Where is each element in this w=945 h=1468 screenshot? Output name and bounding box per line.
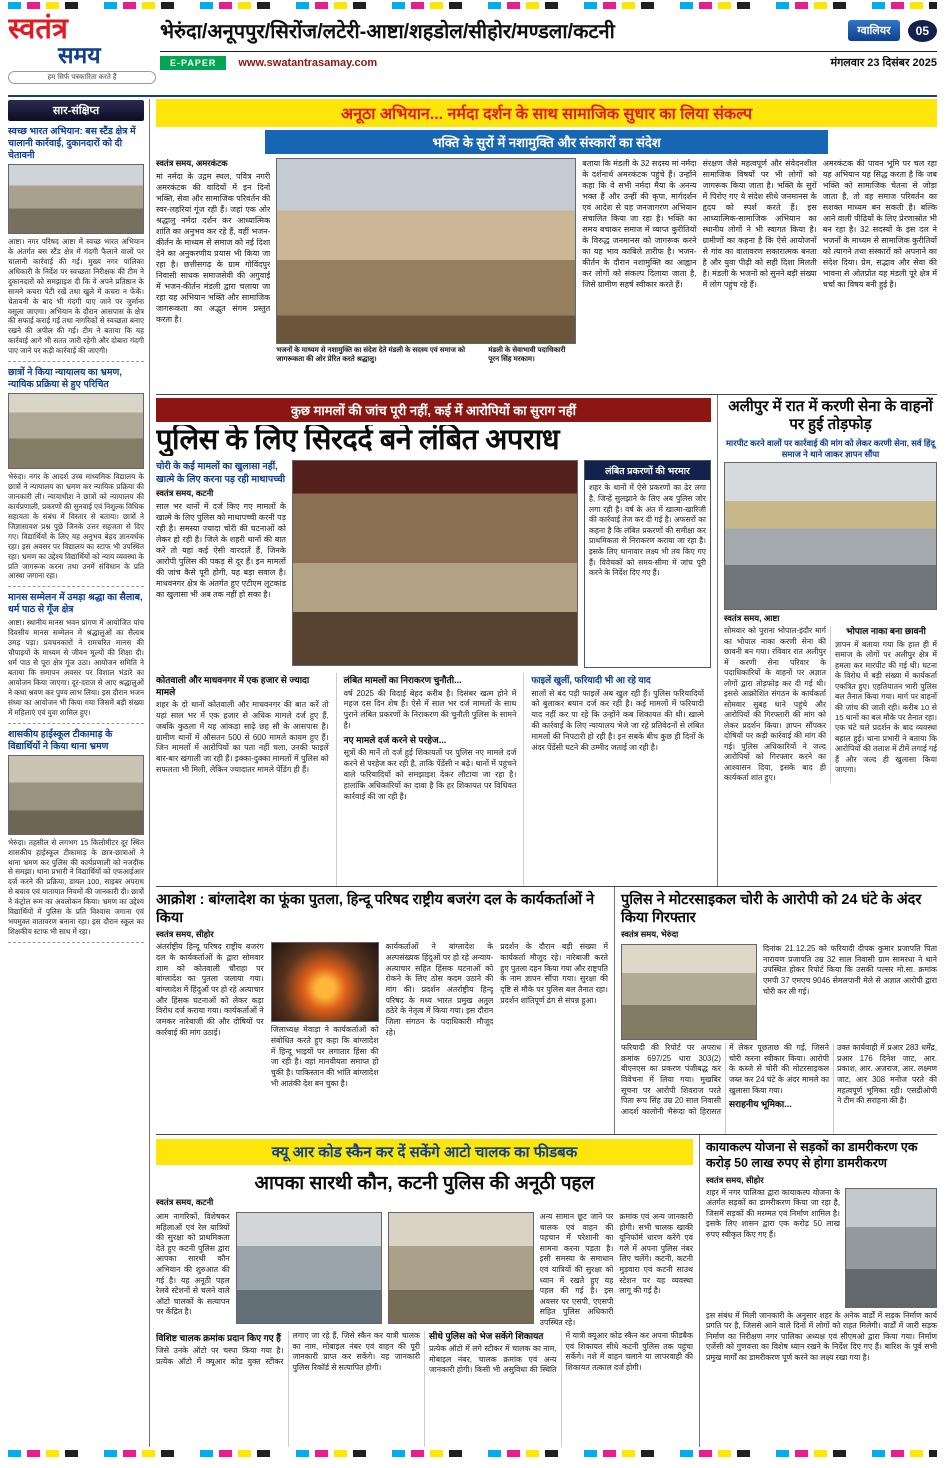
- article-text: प्रत्येक ऑटो में लगे स्टीकर में चालक का नाम, मोबाइल नंबर, चालक क्रमांक एवं अन्य जानकारी होगी। किसी भी असुविधा की स्थिति में यात्री क्यूआर कोड स्कैन कर अपना फीडबैक एवं शिकायत सीधे कटनी पुलिस तक पहुंचा सकेंगे। नशे में वाहन चलाने या लापरवाही की शिकायत तत्काल दर्ज होगी।: [429, 1331, 693, 1375]
- crime-upper-row: [156, 460, 711, 668]
- article-text: अंतर्राष्ट्रीय हिन्दू परिषद राष्ट्रीय बजरंग दल के कार्यकर्ताओं के द्वारा सोमवार शाम को कोतवाली चौराहा पर बांग्लादेश का पुतला जलाया गया। बांग्लादेश में हिंदुओं पर हो रहे अत्याचार और हिंसक घटनाओं को लेकर कड़ा विरोध दर्ज कराया गया। कार्यकर्ताओं ने जमकर नारेबाजी की और दोषियों पर कार्रवाई की मांग उठाई।: [156, 942, 264, 1037]
- sarathi-col-2: [540, 1212, 614, 1326]
- crime-main-headline: पुलिस के लिए सिरदर्द बने लंबित अपराध: [156, 425, 560, 456]
- police-review-meeting-photo: [292, 460, 578, 666]
- article-text: सालों से बंद पड़ी फाइलें अब खुल रही हैं। पुलिस फरियादियों को बुलाकर बयान दर्ज कर रही है। कई मामलों में फरियादी याद नहीं कर पा रहे कि उन्होंने कब शिकायत की थी। खात्मे की कार्रवाई के लिए न्यायालय भेजे जा रहे प्रतिवेदनों से लंबित मामलों की निपटारी हो रही है। इन सबके बीच कुछ ही दिनों के अंदर पेंडेंसी घटने की उम्मीद जताई जा रही है।: [531, 688, 705, 753]
- middle-row: [156, 395, 937, 887]
- byline: स्वतंत्र समय, कटनी: [156, 487, 214, 498]
- briefs-sidebar: [8, 99, 150, 1447]
- article-text: दिनांक 21.12.25 को फरियादी दीपक कुमार प्रजापति पिता नारायण प्रजापति उम्र 32 साल निवासी ग्राम सामरधा ने थाने उपस्थित होकर रिपोर्ट किया कि उसकी पल्सर मो.सा. क्रमांक एमपी 37 एमएच 9046 सेमलपानी मेले से अज्ञात आरोपी द्वारा चोरी कर ली गई।: [763, 944, 937, 996]
- article-pending-crimes: [156, 395, 717, 886]
- masthead: [8, 11, 937, 97]
- logo-word-samay: समय: [58, 42, 101, 69]
- page-body: [8, 99, 937, 1447]
- article-text: वर्ष 2025 की विदाई बेहद करीब है। दिसंबर खत्म होने में महज दस दिन शेष हैं। ऐसे में साल भर दर्ज मामलों के साथ पुराने लंबित प्रकरणों के निराकरण की चुनौती पुलिस के सामने है।: [343, 688, 517, 731]
- brief-body: भेरुंदा। तहसील से लगभग 15 किलोमीटर दूर स्थित शासकीय हाईस्कूल टीकामाड़ के छात्र-छात्राओं ने थाना भ्रमण कर पुलिस की कार्यप्रणाली को नजदीक से समझा। थाना प्रभारी ने विद्यार्थियों को एफआईआर दर्ज करने की प्रक्रिया, डायल 100, साइबर अपराध से बचाव एवं यातायात नियमों की जानकारी दी। छात्रों ने कंट्रोल रूम का अवलोकन किया। भ्रमण का उद्देश्य विद्यार्थियों में पुलिस के प्रति विश्वास जगाना एवं भयमुक्त वातावरण बनाना रहा। इस दौरान स्कूल का शिक्षकीय स्टाफ भी साथ में रहा।: [8, 837, 144, 936]
- article-sarathi-initiative: [156, 1135, 699, 1447]
- crime-col-b: [336, 673, 524, 886]
- top-story-col-3: [703, 158, 817, 394]
- akrosh-col-2: [271, 942, 379, 1134]
- qr-code-banner: क्यू आर कोड स्कैन कर दें सकेंगे आटो चालक का फीडबक: [156, 1139, 693, 1165]
- effigy-burning-photo: [271, 942, 379, 1022]
- bhajan-mandali-photo: [276, 158, 576, 344]
- article-text: संरक्षण जैसे महत्वपूर्ण और संवेदनशील सामाजिक विषयों पर भी लोगों को जागरूक किया जाता है। भक्ति के सुरों में पिरोए गए ये संदेश सीधे जनमानस के हृदय को स्पर्श करते हैं। इस आध्यात्मिक-सामाजिक अभियान का स्थानीय लोगों ने भी स्वागत किया है। ग्रामीणों का कहना है कि ऐसे आयोजनों से गांव का वातावरण सकारात्मक बनता है और युवा पीढ़ी को सही दिशा मिलती है। मंडली के भजनों को सुनने बड़ी संख्या में लोग पहुंच रहे हैं।: [702, 159, 817, 290]
- brief-swachh-bharat: [8, 121, 144, 362]
- police-station-visit-photo: [8, 755, 144, 835]
- website-link[interactable]: www.swatantrasamay.com: [238, 56, 378, 69]
- crime-subheadline: चोरी के कई मामलों का खुलासा नहीं, खात्मे के लिए करना पड़ रही माथापच्ची: [156, 460, 286, 484]
- top-story-col-2: [582, 158, 696, 394]
- crime-lower-columns: [156, 673, 711, 886]
- top-story-col-1: [156, 158, 270, 394]
- sarathi-col-1: [156, 1212, 230, 1326]
- top-story-banner-headline: अनूठा अभियान... नर्मदा दर्शन के साथ सामाजिक सुधार का लिया संकल्प: [156, 99, 937, 127]
- road-work-photo: [845, 1188, 937, 1308]
- crime-subhead-kotwali: कोतवाली और माधवनगर में एक हजार से ज्यादा मामले: [156, 675, 310, 697]
- top-story-col-4: [823, 158, 937, 394]
- byline: स्वतंत्र समय, सीहोर: [706, 1174, 764, 1185]
- registration-marks-top: [8, 2, 937, 9]
- sarathi-lower-columns: [156, 1331, 693, 1447]
- article-text: सूत्रों की मानें तो दर्ज हुई शिकायतों पर पुलिस नए मामले दर्ज करने से परहेज कर रही है, ताकि पेंडेंसी न बढ़े। थानों में पहुंचने वाले फरियादियों को समझाइश देकर लौटाया जा रहा है। हालांकि अधिकारियों का दावा है कि हर शिकायत पर विधिवत कार्रवाई की जा रही है।: [343, 748, 517, 802]
- article-karni-sena: [717, 395, 937, 886]
- article-text: सोमवार को पुराना भोपाल-इंदौर मार्ग का भोपाल नाका करणी सेना की छावनी बन गया। रविवार रात अलीपुर में करणी सेना परिवार के पदाधिकारियों के वाहनों पर अज्ञात लोगों द्वारा तोड़फोड़ कर दी गई थी। इससे आक्रोशित संगठन के कार्यकर्ता सोमवार सुबह थाने पहुंचे और आरोपियों की गिरफ्तारी की मांग को लेकर प्रदर्शन किया। ज्ञापन सौंपकर दोषियों पर कड़ी कार्रवाई की मांग की गई। पुलिस अधिकारियों ने जल्द आरोपियों को गिरफ्तार करने का आश्वासन दिया, इसके बाद ही कार्यकर्ता शांत हुए।: [724, 626, 826, 782]
- byline: स्वतंत्र समय, सीहोर: [156, 929, 214, 940]
- pending-box-text: शहर के थानों में ऐसे प्रकरणों का ढेर लगा है, जिन्हें सुलझाने के लिए अब पुलिस जोर लगा रही है। वर्ष के अंत में खात्मा-खारिजी की कार्रवाई तेज कर दी गई है। अफसरों का कहना है कि लंबित प्रकरणों की समीक्षा कर प्राथमिकता से निराकरण कराया जा रहा है। इसके लिए थानावार लक्ष्य भी तय किए गए हैं। विवेचकों को समय-सीमा में जांच पूरी करने के निर्देश दिए गए हैं।: [589, 483, 706, 578]
- brief-body: आष्टा। स्थानीय मानस भवन प्रांगण में आयोजित पांच दिवसीय मानस सम्मेलन में श्रद्धालुओं का सैलाब उमड़ पड़ा। प्रवचनकारों ने रामचरित मानस की चौपाइयों के माध्यम से जीवन मूल्यों की शिक्षा दी। धर्म पाठ से पूरा क्षेत्र गूंज उठा। आयोजन समिति ने बताया कि समापन अवसर पर विशाल भंडारे का आयोजन किया जाएगा। दूर-दराज से आए श्रद्धालुओं ने कथा श्रवण कर पुण्य लाभ लिया। इस दौरान भजन संध्या का आयोजन भी किया गया जिसमें बड़ी संख्या में महिलाएं एवं युवा शामिल हुए।: [8, 618, 144, 717]
- newspaper-logo: [8, 11, 160, 95]
- main-content: [150, 99, 937, 1447]
- moto-text-columns: [621, 1043, 937, 1134]
- moto-photo-row: [621, 944, 937, 1040]
- byline: स्वतंत्र समय, कटनी: [156, 1197, 214, 1207]
- pending-cases-box: [584, 460, 711, 668]
- crime-col-a: [156, 673, 336, 886]
- moto-subhead-bhumika: सराहनीय भूमिका...: [729, 1099, 792, 1110]
- bus-stand-drive-photo: [8, 164, 144, 234]
- publication-date: मंगलवार 23 दिसंबर 2025: [830, 57, 937, 69]
- karni-sena-protest-photo: [724, 462, 937, 610]
- photo-caption-row: [276, 344, 576, 364]
- registration-marks-bottom: [8, 1450, 937, 1457]
- edition-cities-list: भेरुंदा/अनूपपुर/सिरोंज/लटेरी-आष्टा/शहडोल/सीहोर/मण्डला/कटनी: [160, 21, 615, 43]
- brief-court-visit: [8, 362, 144, 587]
- karni-subhead-chhavni: भोपाल नाका बना छावनी: [846, 626, 926, 637]
- photo-caption-right: मंडली के सेवाभावी पदाधिकारी पूरन सिंह मरकाम।: [488, 346, 566, 363]
- karni-headline: अलीपुर में रात में करणी सेना के वाहनों पर हुई तोड़फोड़: [728, 398, 933, 434]
- article-motorcycle-theft: [615, 887, 937, 1134]
- sarathi-headline: आपका सारथी कौन, कटनी पुलिस की अनूठी पहल: [254, 1173, 595, 1194]
- bottom-row: [156, 1135, 937, 1447]
- crime-subhead-nirakaran: लंबित मामलों का निराकरण चुनौती...: [343, 675, 462, 686]
- edition-name-badge: ग्वालियर: [848, 20, 899, 41]
- sarathi-subhead-kramank: विशिष्ट चालक क्रमांक प्रदान किए गए हैं: [156, 1333, 281, 1343]
- brief-headline: स्वच्छ भारत अभियान: बस स्टैंड क्षेत्र में चालानी कार्रवाई, दुकानदारों को दी चेतावनी: [8, 125, 136, 161]
- moto-headline: पुलिस ने मोटरसाइकल चोरी के आरोपी को 24 घंटे के अंदर किया गिरफ्तार: [621, 892, 922, 927]
- kayakalp-photo-row: [706, 1188, 937, 1308]
- pending-box-title: लंबित प्रकरणों की भरमार: [585, 461, 710, 480]
- sarathi-sticker-photo: [388, 1212, 534, 1324]
- masthead-info-row: [160, 51, 937, 73]
- crime-left-column: [156, 460, 286, 668]
- top-story-columns: [156, 156, 937, 394]
- third-row: [156, 887, 937, 1135]
- article-text: शहर के दो थानों कोतवाली और माधवनगर की बात करें तो यहां साल भर में एक हजार से अधिक मामले दर्ज हुए हैं, जबकि कुठला में यह आंकड़ा साढ़े छह सौ के आसपास है। ग्रामीण थानों में औसतन 500 से 600 मामले कायम हुए हैं। जिन मामलों में आरोपियों का पता नहीं चला, उनकी फाइलें बार-बार खंगाली जा रही हैं। इक्का-दुक्का मामलों में पुलिस को सफलता भी मिली, लेकिन ज्यादातर मामले पेंडिंग ही हैं।: [156, 699, 329, 775]
- photo-caption-left: भजनों के माध्यम से नशामुक्ति का संदेश देते मंडली के सदस्य एवं समाज को जागरूकता की ओर प्रेरित करते श्रद्धालु।: [276, 346, 466, 363]
- accused-arrest-photo: [621, 944, 757, 1040]
- akrosh-headline: आक्रोश : बांग्लादेश का फूंका पुतला, हिन्दू परिषद राष्ट्रीय बजरंग दल के कार्यकर्ताओं ने किया: [156, 892, 595, 927]
- brief-body: भेरुंदा। नगर के आदर्श उच्च माध्यमिक विद्यालय के छात्रों ने न्यायालय का भ्रमण कर न्यायिक प्रक्रिया की जानकारी ली। न्यायाधीश ने छात्रों को न्यायालय की कार्यप्रणाली, प्रकरणों की सुनवाई एवं निशुल्क विधिक सहायता के संबंध में विस्तार से बताया। छात्रों ने जिज्ञासावश प्रश्न पूछे जिनके उत्तर सहजता से दिए गए। विद्यार्थियों के लिए यह अनुभव बेहद ज्ञानवर्धक रहा। इस अवसर पर विद्यालय का स्टाफ भी उपस्थित रहा। भ्रमण का उद्देश्य विद्यार्थियों को न्याय व्यवस्था के प्रति जागरूक करना तथा उनमें संविधान के प्रति आस्था जगाना रहा।: [8, 472, 144, 581]
- page-number-badge: 05: [908, 20, 937, 42]
- brief-manas-sammelan: [8, 587, 144, 723]
- brief-headline: मानस सम्मेलन में उमड़ा श्रद्धा का सैलाब, धर्म पाठ से गूँज क्षेत्र: [8, 591, 143, 615]
- article-text: जिलाध्यक्ष मेवाड़ा ने कार्यकर्ताओं को संबोधित करते हुए कहा कि बांग्लादेश में हिन्दू भाइयों पर लगातार हिंसा की जा रही है। वहां मानवीयता समाप्त हो चुकी है। पाकिस्तान की भांति बांग्लादेश भी आतंकी देश बन चुका है।: [270, 1025, 379, 1088]
- crime-subhead-files: फाइलें खुलीं, फरियादी भी आ रहे याद: [531, 675, 651, 686]
- article-text: आम नागरिकों, विशेषकर महिलाओं एवं रेल यात्रियों की सुरक्षा को प्राथमिकता देते हुए कटनी पुलिस द्वारा आपका सारथी कौन अभियान की शुरुआत की गई है। यह अनूठी पहल रेलवे स्टेशनों से चलने वाले ऑटो चालकों के सत्यापन पर केंद्रित है।: [156, 1212, 230, 1317]
- brief-thana-bhraman: [8, 724, 144, 943]
- byline: स्वतंत्र समय, अमरकंटक: [156, 158, 228, 168]
- article-text: ज्ञापन में बताया गया कि हाल ही में समाज के लोगों पर अलीपुर क्षेत्र में हमला कर मारपीट की गई थी। घटना के विरोध में बड़ी संख्या में कार्यकर्ता एकत्रित हुए। एहतियातन भारी पुलिस बल तैनात किया गया। मार्ग पर वाहनों की जांच की जाती रही। करीब 10 से 15 थानों का बल मौके पर तैनात रहा। एक घंटे चले प्रदर्शन के बाद व्यवस्था बहाल हुई। थाना प्रभारी ने बताया कि आरोपियों की तलाश में टीमें लगाई गई हैं और जल्द ही खुलासा किया जाएगा।: [835, 639, 937, 775]
- article-text: क्रमांक एवं अन्य जानकारी होगी। सभी चालक खाकी यूनिफॉर्म धारण करेंगे एवं गले में अपना पुलिस नंबर लिए चलेंगे। कटनी, कटनी मुड़वारा एवं कटनी साउथ स्टेशन पर यह व्यवस्था लागू की गई है।: [619, 1212, 693, 1296]
- sarathi-subhead-shikayat: सीधे पुलिस को भेज सकेंगे शिकायत: [429, 1331, 544, 1341]
- article-text: साल भर थानों में दर्ज किए गए मामलों के खात्मे के लिए पुलिस को माथापच्ची करनी पड़ रही है। समस्या ज्यादा चोरी की घटनाओं को लेकर हो रही है। जिले के शहरी थानों की बात करें तो यहां कई ऐसी वारदातें हैं, जिनके आरोपी पुलिस की पकड़ से दूर हैं। इन मामलों की जांच कैसे पूरी होगी, यह बड़ा सवाल है। माधवनगर क्षेत्र के अंतर्गत हुए एटीएम लूटकांड का खुलासा भी अब तक नहीं हो सका है।: [156, 501, 286, 599]
- article-text: शहर में नगर पालिका द्वारा कायाकल्प योजना के अंतर्गत सड़कों का डामरीकरण किया जा रहा है, जिसमें सड़कों की मरम्मत एवं निर्माण शामिल है। इसके लिए शासन द्वारा एक करोड़ 50 लाख रुपए स्वीकृत किए गए हैं।: [706, 1187, 840, 1239]
- article-narmada-sankalp: [156, 99, 937, 395]
- akrosh-col-4: [500, 942, 608, 1134]
- article-text: प्रदर्शन के दौरान बड़ी संख्या में कार्यकर्ता मौजूद रहे। नारेबाजी करते हुए पुतला दहन किया गया और राष्ट्रपति के नाम ज्ञापन सौंपा गया। सुरक्षा की दृष्टि से मौके पर पुलिस बल तैनात रहा। प्रदर्शन शांतिपूर्ण ढंग से संपन्न हुआ।: [500, 942, 608, 1005]
- article-effigy-burning: [156, 887, 615, 1134]
- article-text: कार्यकर्ताओं ने बांग्लादेश के अल्पसंख्यक हिंदुओं पर हो रहे अन्याय-अत्याचार सहित हिंसक घटनाओं को रोकने के लिए ठोस कदम उठाने की मांग की। प्रदर्शन अंतर्राष्ट्रीय हिन्दू परिषद के मध्य भारत प्रमुख अतुल ठठेरे के नेतृत्व में किया गया। इस दौरान जिला संगठन के पदाधिकारी मौजूद रहे।: [385, 942, 494, 1037]
- sarathi-launch-photo: [236, 1212, 382, 1324]
- logo-word-swatantra: स्वतंत्र: [8, 13, 68, 45]
- byline: स्वतंत्र समय, भेरुंदा: [621, 929, 679, 940]
- top-story-figure: [276, 158, 576, 394]
- article-text: इस संबंध में मिली जानकारी के अनुसार शहर के अनेक वार्डों में सड़क निर्माण कार्य प्रगति पर है, जिससे आने वाले दिनों में लोगों को राहत मिलेगी। वार्डों में जारी सड़क निर्माण का निरीक्षण नगर पालिका अध्यक्ष एवं सीएमओ द्वारा किया गया। निर्माण एजेंसी को गुणवत्ता का विशेष ध्यान रखने के निर्देश दिए गए हैं। बारिश के पूर्व सभी प्रमुख मार्गों का डामरीकरण पूर्ण करने का लक्ष्य रखा गया है।: [706, 1310, 937, 1362]
- article-text: बताया कि मंडली के 32 सदस्य मां नर्मदा के दर्शनार्थ अमरकंटक पहुंचे हैं। उन्होंने कहा कि वे सभी नर्मदा मैया के अनन्य भक्त हैं और उन्हीं की कृपा, मार्गदर्शन एवं आदेश से यह जनजागरण अभियान संचालित किया जा रहा है। भक्ति का समय बचाकर समाज में व्याप्त कुरीतियों के विरुद्ध जनमानस को जागरूक करने का यह भाव काबिले तारीफ है। भजन-कीर्तन के दौरान नशामुक्ति का आह्वान कर लोगों को संकल्प दिलाया जाता है, जिसे ग्रामीण सहर्ष स्वीकार करते हैं।: [582, 159, 697, 290]
- crime-subhead-parhej: नए मामले दर्ज करने से परहेज...: [343, 735, 447, 746]
- brief-headline: शासकीय हाईस्कूल टीकामाड़ के विद्यार्थियों ने किया थाना भ्रमण: [8, 727, 113, 751]
- article-text: उक्त कार्यवाही में प्रआर 283 धर्मेंद्र, प्रआर 176 दिनेश जाट, आर. प्रकाश, आर. अजराज, आर. लक्ष्मण जाट, आर 308 मनोज परते की महत्वपूर्ण भूमिका रही। एसडीओपी ने टीम की सराहना की है।: [837, 1043, 937, 1106]
- brief-body: आष्टा। नगर परिषद आष्टा में स्वच्छ भारत अभियान के अंतर्गत बस स्टैंड क्षेत्र में गंदगी फैलाने वालों पर चालानी कार्रवाई की गई। मुख्य नगर पालिका अधिकारी के निर्देश पर स्वच्छता निरीक्षक की टीम ने दुकानदारों को समझाइश दी कि वे अपने प्रतिष्ठान के सामने कचरा पेटी रखें तथा खुले में कचरा न फेंकें। चेतावनी के बाद भी गंदगी पाए जाने पर जुर्माना वसूला जाएगा। अभियान के दौरान आसपास के क्षेत्र की सफाई कराई गई तथा नागरिकों से स्वच्छता बनाए रखने की अपील की गई। टीम ने बताया कि यह कार्रवाई आगे भी सतत जारी रहेगी और दोबारा गंदगी पाए जाने पर कड़ी कार्रवाई की जाएगी।: [8, 237, 144, 356]
- brief-headline: छात्रों ने किया न्यायालय का भ्रमण, न्यायिक प्रक्रिया से हुए परिचित: [8, 366, 122, 390]
- akrosh-col-1: [156, 942, 264, 1134]
- article-text: फरियादी की रिपोर्ट पर अपराध क्रमांक 697/25 धारा 303(2) बीएनएस का प्रकरण पंजीबद्ध कर विवेचना में लिया गया। मुखबिर सूचना पर आरोपी शिवराज परते पिता रूप सिंह उम्र 20 साल निवासी आदर्श कालोनी भैरूंदा को हिरासत में लेकर पूछताछ की गई, जिसने चोरी करना स्वीकार किया। आरोपी के कब्जे से चोरी की मोटरसाइकल जब्त कर 24 घंटे के अंदर मामले का खुलासा किया गया।: [621, 1043, 829, 1116]
- masthead-right: [160, 11, 937, 95]
- akrosh-columns: [156, 942, 608, 1134]
- article-text: अमरकंटक की पावन भूमि पर चल रहा यह अभियान यह सिद्ध करता है कि जब भक्ति को सामाजिक चेतना से जोड़ा जाता है, तो वह समाज परिवर्तन का सशक्त माध्यम बन सकती है। बल्कि आने वाली पीढ़ियों के लिए प्रेरणास्रोत भी बन रहा है। 32 सदस्यों के इस दल ने भजनों के माध्यम से सामाजिक कुरीतियों को त्यागने तथा संस्कारों को अपनाने का संदेश दिया। प्रेम, सद्भाव और सेवा की भावना से ओतप्रोत यह मंडली पूरे क्षेत्र में चर्चा का विषय बनी हुई है।: [822, 159, 937, 290]
- article-text: जिसे उनके ऑटो पर चस्पा किया गया है। प्रत्येक ऑटो में क्यूआर कोड युक्त स्टीकर लगाए जा रहे हैं, जिसे स्कैन कर यात्री चालक का नाम, मोबाइल नंबर एवं वाहन की पूरी जानकारी प्राप्त कर सकेंगे। यह जानकारी पुलिस रिकॉर्ड से सत्यापित होगी।: [156, 1331, 420, 1372]
- sidebar-section-title: सार-संक्षिप्त: [8, 100, 144, 121]
- logo-tagline: हम सिर्फ पत्रकारिता करते हैं: [8, 71, 156, 84]
- top-story-subheadline: भक्ति के सुरों में नशामुक्ति और संस्कारों का संदेश: [265, 130, 827, 154]
- sarathi-col-3: [619, 1212, 693, 1326]
- article-kayakalp-roads: [699, 1135, 937, 1447]
- epaper-button[interactable]: E-PAPER: [160, 56, 226, 70]
- akrosh-col-3: [386, 942, 494, 1134]
- article-text: अन्य सामान छूट जाने पर चालक एवं वाहन की पहचान में परेशानी का सामना करना पड़ता है। इसी समस्या के समाधान एवं यात्रियों की सुरक्षा को ध्यान में रखते हुए यह पहल की गई है। इस अवसर पर एसपी, एएसपी सहित पुलिस अधिकारी उपस्थित रहे।: [539, 1212, 614, 1326]
- karni-text-columns: [724, 626, 937, 783]
- byline: स्वतंत्र समय, आष्टा: [724, 613, 780, 624]
- karni-lede: मारपीट करने वालों पर कार्रवाई की मांग को लेकर करणी सेना, सर्व हिंदू समाज ने थाने जाकर ज्ञापन सौंपा: [726, 437, 935, 459]
- article-text: मां नर्मदा के उद्गम स्थल, पवित्र नगरी अमरकंटक की वादियों में इन दिनों भक्ति, सेवा और सामाजिक परिवर्तन की स्वर-लहरियां गूंज रही हैं। जहां एक ओर श्रद्धालु नर्मदा दर्शन कर आध्यात्मिक शांति का अनुभव कर रहे हैं, वहीं भजन-कीर्तन के माध्यम से समाज को नई दिशा देने का अनुकरणीय प्रयास भी किया जा रहा है। छत्तीसगढ़ के ग्राम गोविंदपुर निवासी साधक समाजसेवी की अगुवाई में भजन-कीर्तन मंडली द्वारा चलाया जा रहा यह अभियान भक्ति और सामाजिक जागरूकता का अद्भुत संगम प्रस्तुत करता है।: [156, 172, 271, 325]
- kayakalp-headline: कायाकल्प योजना से सड़कों का डामरीकरण एक करोड़ 50 लाख रुपए से होगा डामरीकरण: [706, 1140, 918, 1171]
- crime-kicker-strip: कुछ मामलों की जांच पूरी नहीं, कई में आरोपियों का सुराग नहीं: [156, 398, 711, 422]
- crime-col-c: [523, 673, 711, 886]
- sarathi-upper-row: [156, 1212, 693, 1326]
- masthead-cities-row: [160, 11, 937, 47]
- court-visit-photo: [8, 393, 144, 469]
- crime-right-column: [584, 460, 711, 668]
